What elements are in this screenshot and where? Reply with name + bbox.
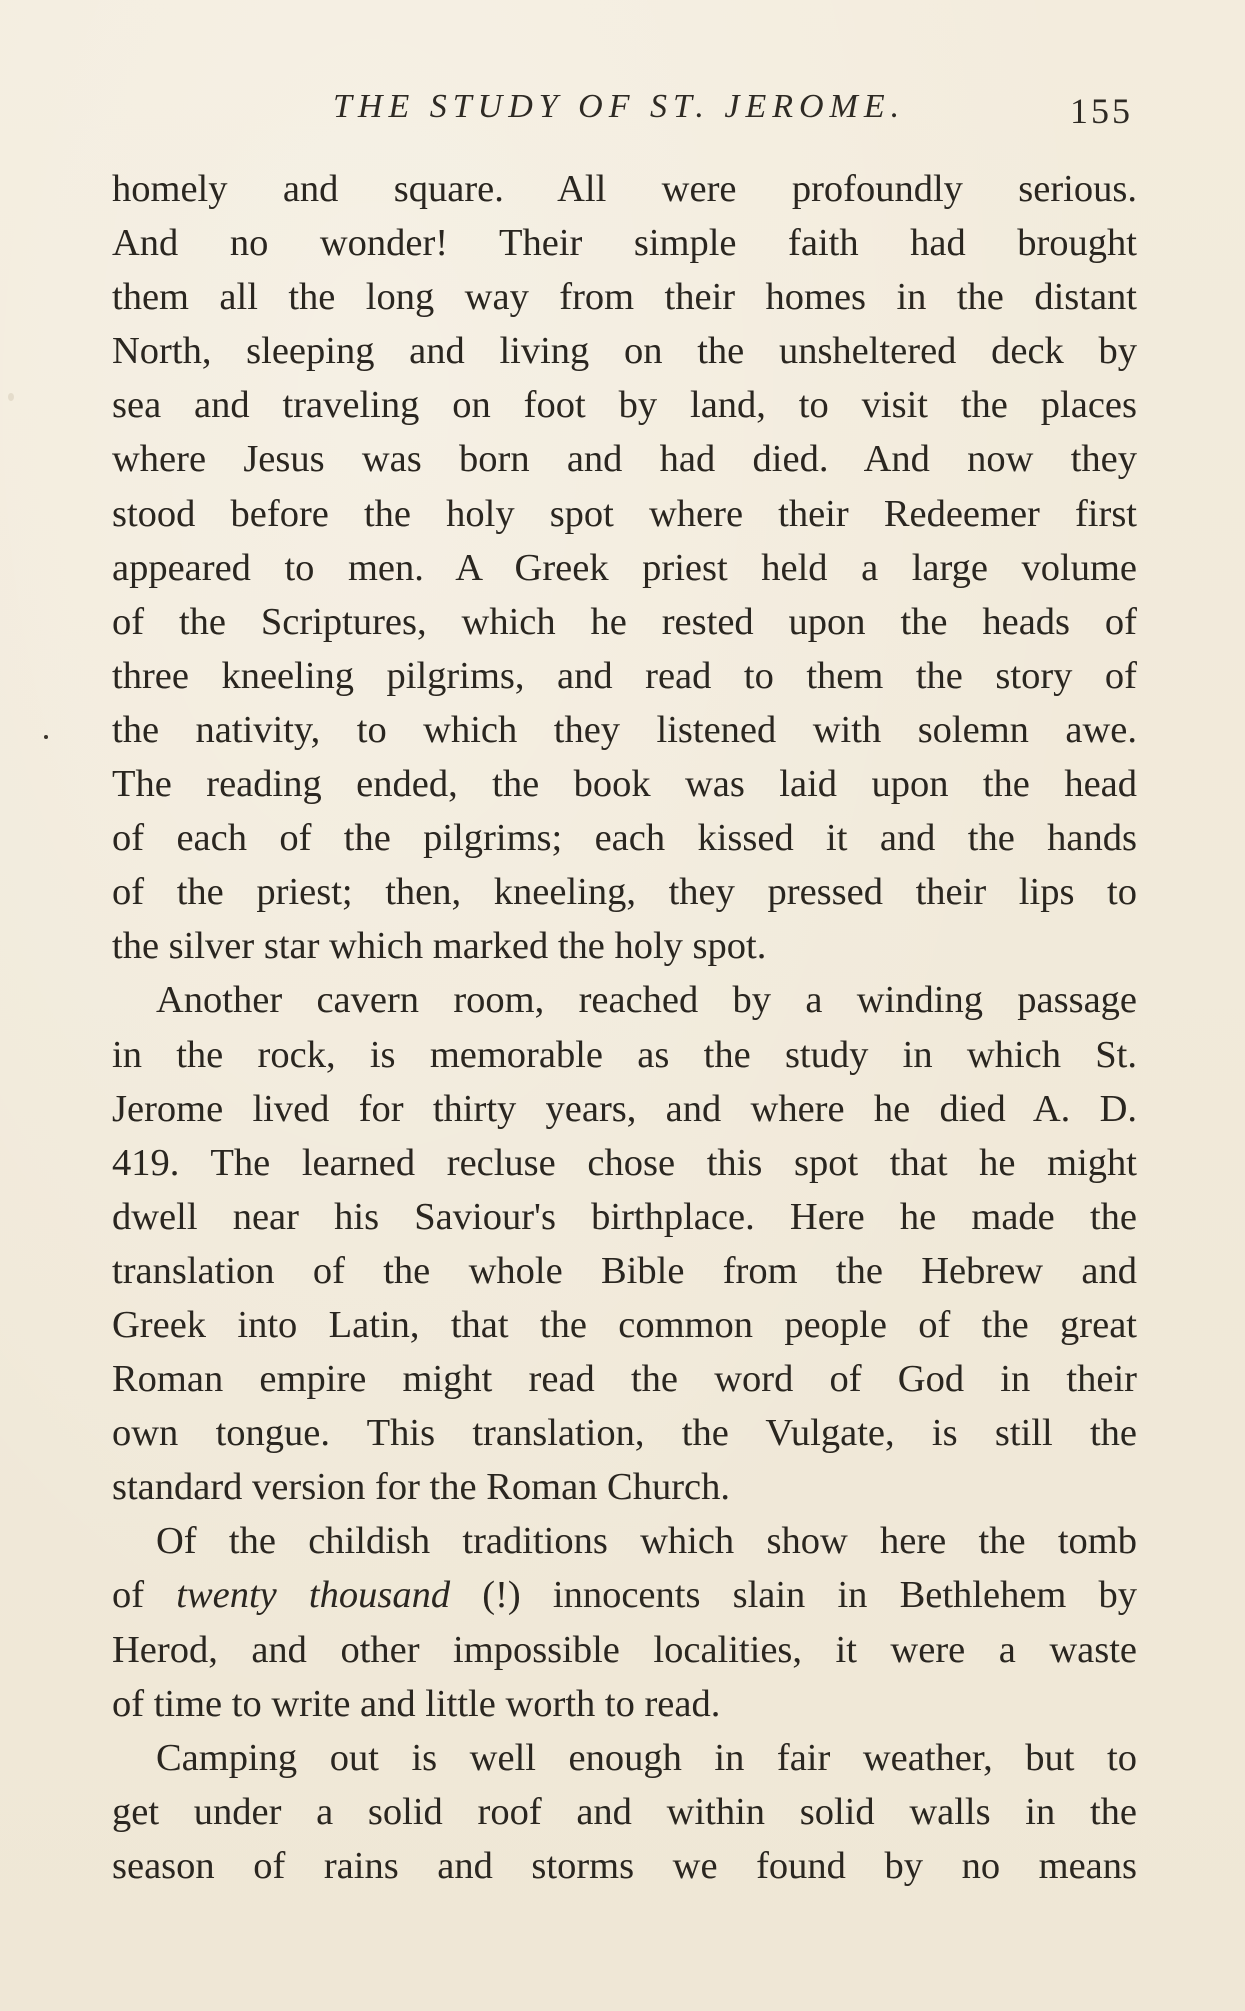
text-line: the nativity, to which they listened with solemn awe. [112,708,1137,751]
text-line: season of rains and storms we found by no means [112,1844,1137,1887]
text-line: Jerome lived for thirty years, and where he died A. D. [112,1087,1137,1130]
text-line: Another cavern room, reached by a winding passage [156,979,1137,1022]
text-line: three kneeling pilgrims, and read to them the story of [112,654,1137,697]
text-span: (!) innocents slain in Bethlehem by [482,1574,1137,1617]
text-line: Camping out is well enough in fair weather, but to [156,1736,1137,1779]
text-span: of [112,1574,145,1617]
text-line: in the rock, is memorable as the study in which St. [112,1033,1137,1076]
running-title: THE STUDY OF ST. JEROME. [333,88,906,125]
text-line: stood before the holy spot where their Redeemer first [112,492,1137,535]
text-line: standard version for the Roman Church. [112,1466,730,1509]
text-line: The reading ended, the book was laid upon the head [112,763,1137,806]
text-line: sea and traveling on foot by land, to visit the places [112,384,1137,427]
text-line: North, sleeping and living on the unsheltered deck by [112,330,1137,373]
text-line: of time to write and little worth to read. [112,1682,721,1725]
text-line: Greek into Latin, that the common people of the great [112,1303,1137,1346]
text-line: Of the childish traditions which show here the tomb [156,1520,1137,1563]
text-line: own tongue. This translation, the Vulgate, is still the [112,1412,1137,1455]
text-line: 419. The learned recluse chose this spot that he might [112,1141,1137,1184]
ink-speck [44,735,48,739]
text-line: of the priest; then, kneeling, they pressed their lips to [112,871,1137,914]
text-line: translation of the whole Bible from the Hebrew and [112,1249,1137,1292]
text-line: of the Scriptures, which he rested upon the heads of [112,600,1137,643]
paragraph-4 [112,1731,1137,1893]
italic-phrase: twenty thousand [176,1574,451,1617]
text-line: of each of the pilgrims; each kissed it and the hands [112,817,1137,860]
text-line: homely and square. All were profoundly serious. [112,168,1137,210]
text-line: them all the long way from their homes in the distant [112,276,1137,319]
text-line: Roman empire might read the word of God in their [112,1358,1137,1401]
page-number: 155 [1070,91,1133,131]
paragraph-3 [112,1514,1137,1730]
text-line: get under a solid roof and within solid walls in the [112,1790,1137,1833]
text-line: dwell near his Saviour's birthplace. Here he made the [112,1195,1137,1238]
text-line: appeared to men. A Greek priest held a large volume [112,546,1137,589]
body-text [112,162,1137,1893]
text-line: the silver star which marked the holy spot. [112,925,767,968]
text-line: And no wonder! Their simple faith had brought [112,222,1137,265]
paper-blemish [8,393,14,401]
text-line-with-italic [112,1568,1137,1622]
paragraph-1 [112,162,1137,973]
text-line: Herod, and other impossible localities, it were a waste [112,1628,1137,1671]
page-header [0,88,1245,138]
text-line: where Jesus was born and had died. And now they [112,438,1137,481]
paragraph-2 [112,973,1137,1514]
